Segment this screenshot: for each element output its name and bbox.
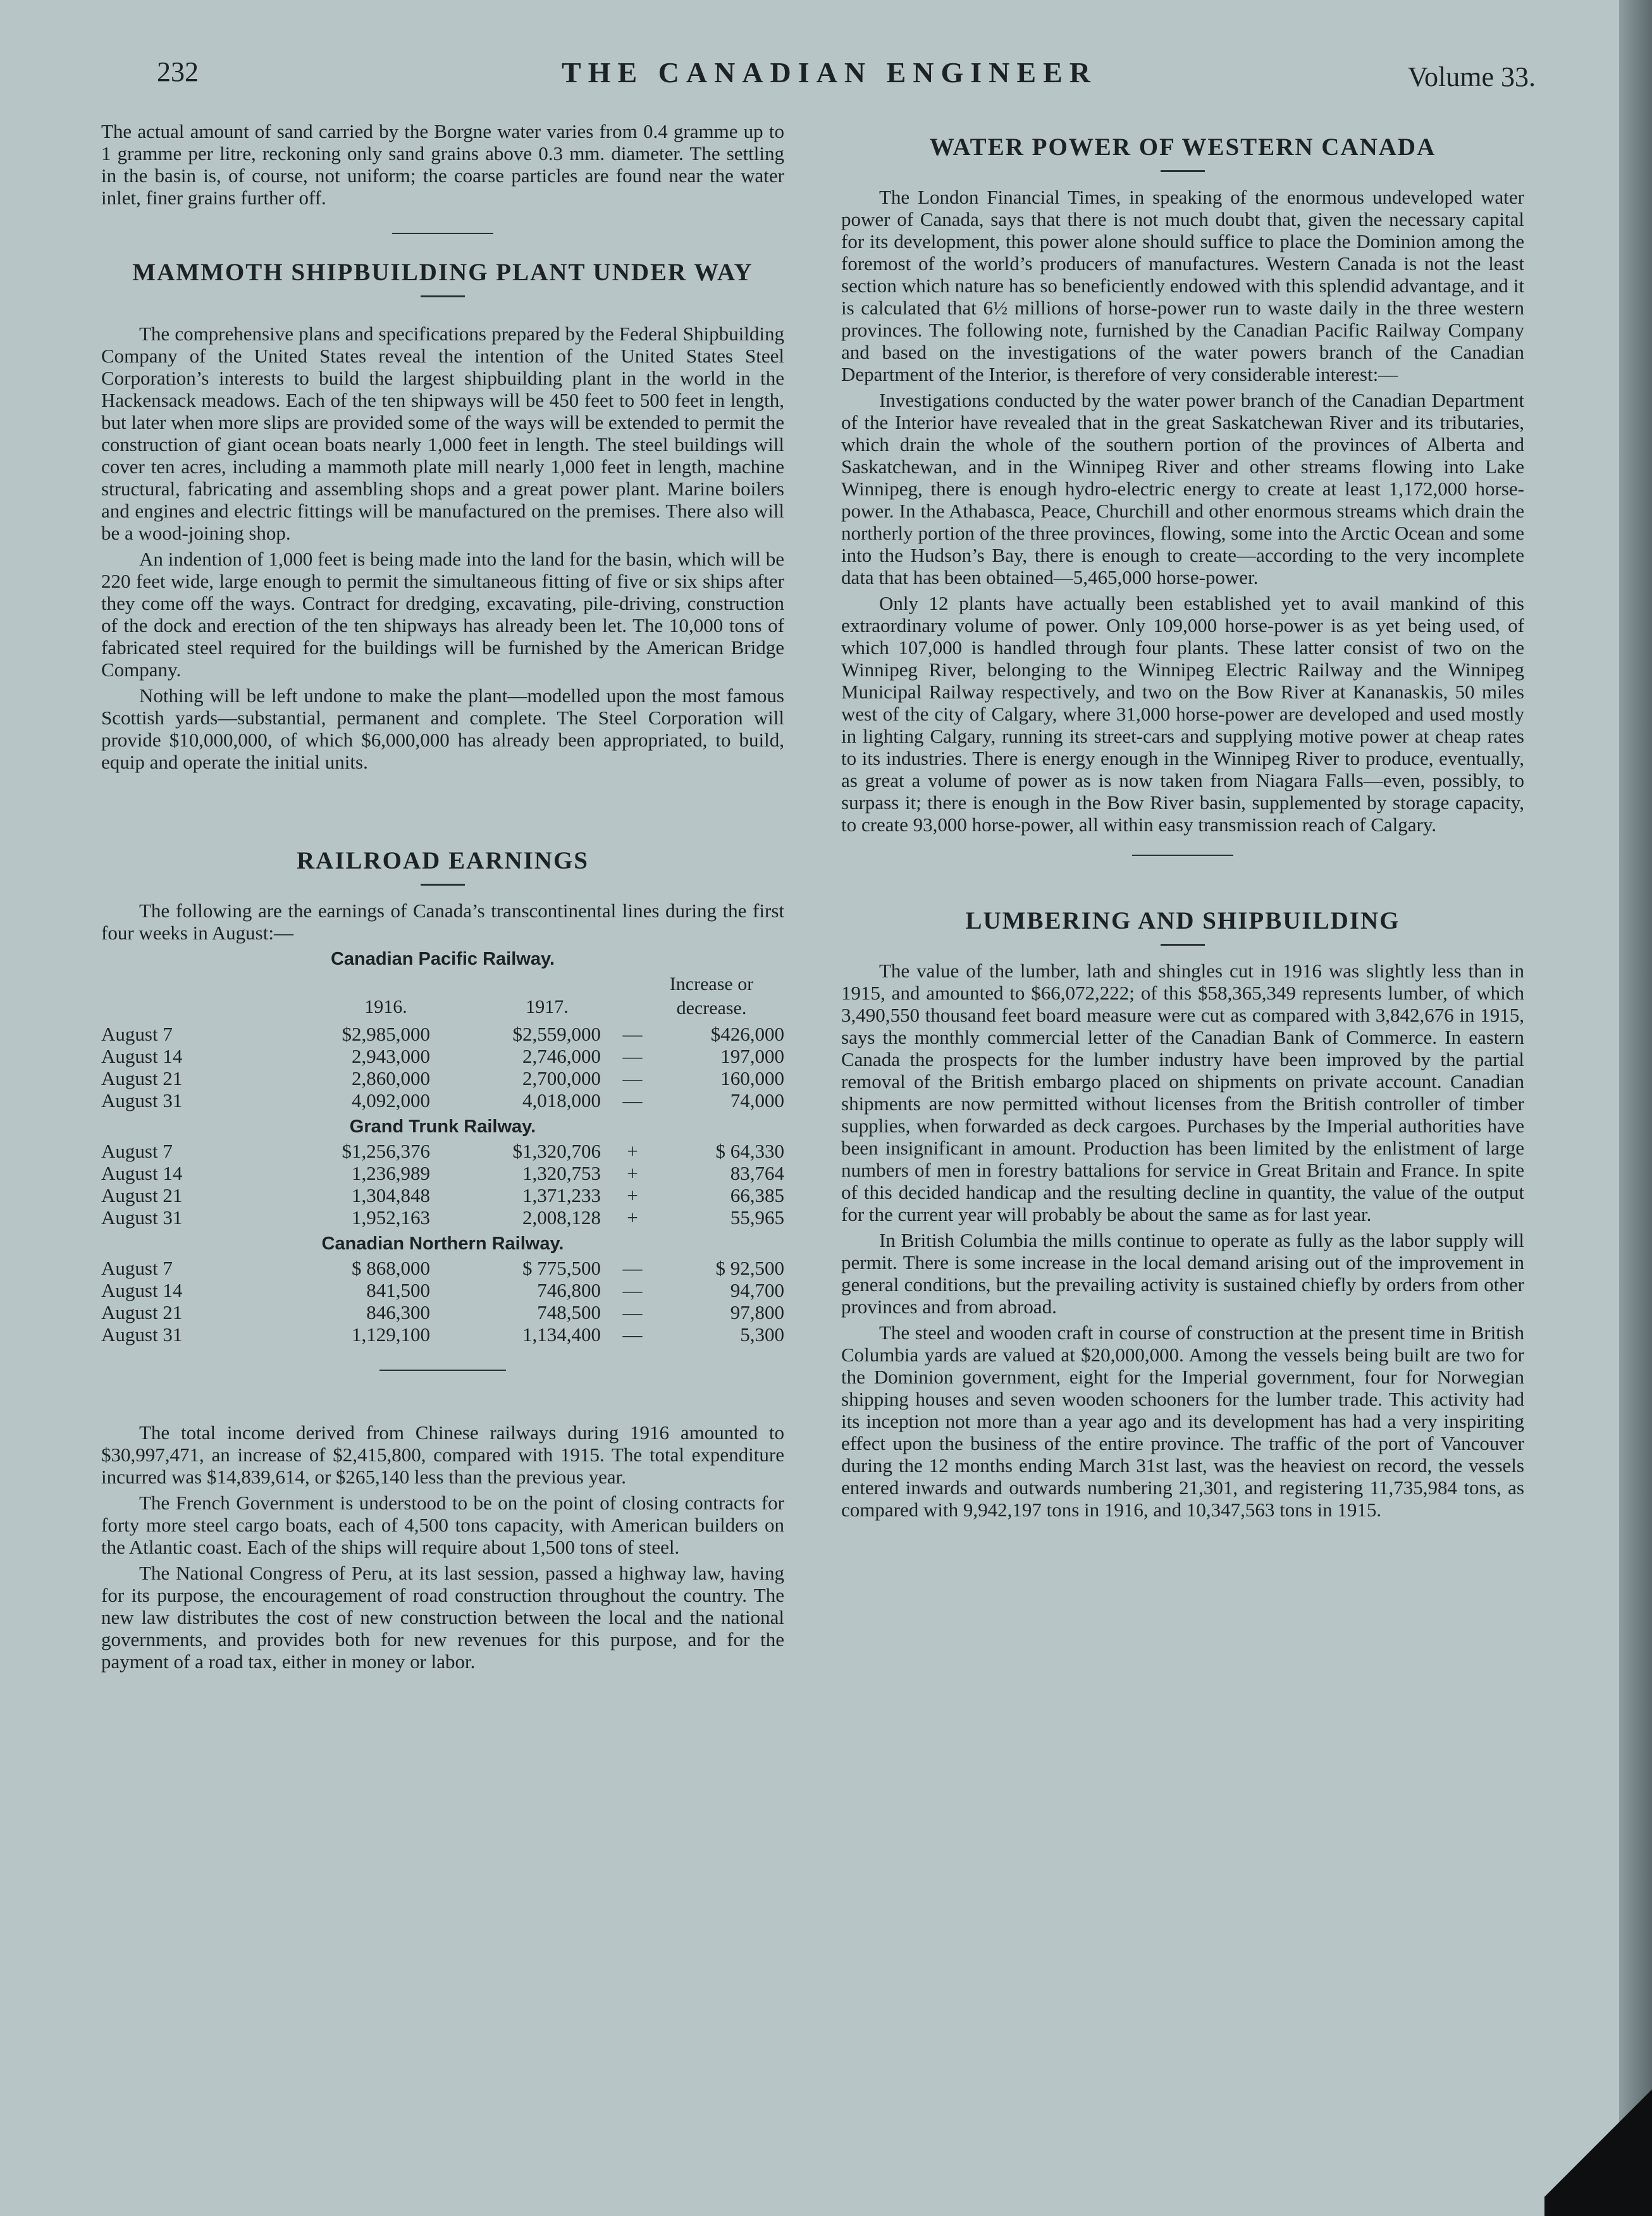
table-row (101, 1162, 784, 1184)
right-column (841, 120, 1524, 1525)
value-1916: 846,300 (366, 1301, 430, 1323)
change-sign: — (622, 1067, 643, 1089)
month-cell: August 14 (101, 1279, 183, 1301)
table-row (101, 1279, 784, 1301)
column-1916: 1916. (364, 996, 407, 1017)
change-sign: + (627, 1184, 638, 1206)
change-sign: — (622, 1089, 643, 1111)
value-1916: $1,256,376 (342, 1140, 430, 1162)
table-row (101, 1257, 784, 1279)
value-1917: 2,008,128 (522, 1206, 601, 1229)
change-sign: — (622, 1045, 643, 1067)
earnings-table-header (101, 972, 784, 1023)
column-change: Increase or decrease. (669, 974, 754, 1018)
change-value: 66,385 (730, 1184, 784, 1206)
news-paragraph: The total income derived from Chinese railways during 1916 amounted to $30,997,471, an increase of $2,415,800, compared with 1915. The total expenditure incurred was $14,839,614, or $265,140 less than the previous year. (101, 1421, 784, 1488)
sand-paragraph: The actual amount of sand carried by the Borgne water varies from 0.4 gramme up to 1 gramme per litre, reckoning only sand grains above 0.3 mm. diameter. The settling in the basin is, of course, not uniform; the coarse particles are found near the water inlet, finer grains further off. (101, 120, 784, 209)
value-1916: 2,943,000 (352, 1045, 430, 1067)
news-paragraph: The French Government is understood to be on the point of closing contracts for forty more steel cargo boats, each of 4,500 tons capacity, with American builders on the Atlantic coast. Each of the ships will require about 1,500 tons of steel. (101, 1492, 784, 1558)
railroad-intro: The following are the earnings of Canada’s transcontinental lines during the first four weeks in August:— (101, 900, 784, 944)
month-cell: August 21 (101, 1184, 183, 1206)
change-value: 55,965 (730, 1206, 784, 1229)
value-1917: $2,559,000 (512, 1023, 601, 1045)
article-paragraph: The London Financial Times, in speaking of the enormous undeveloped water power of Canada, says that there is not much doubt that, given the necessary capital for its development, this power alone should suffice to place the Dominion among the foremost of the world’s producers of manufactures. Western Canada is not the least section which nature has so beneficiently endowed with this splendid advantage, and it is calculated that 6½ millions of horse-power run to waste daily in the three western provinces. The following note, furnished by the Canadian Pacific Railway Company and based on the investigations of the water powers branch of the Canadian Department of the Interior, is therefore of very considerable interest:— (841, 186, 1524, 385)
article-paragraph: Only 12 plants have actually been established yet to avail mankind of this extraordinary volume of power. Only 109,000 horse-power is as yet being used, of which 107,000 is handled through four plants. These latter consist of two on the Winnipeg River, belonging to the Winnipeg Electric Railway and the Winnipeg Municipal Railway respectively, and two on the Bow River at Kananaskis, 50 miles west of the city of Calgary, where 31,000 horse-power are developed and used mostly in lighting Calgary, running its street-cars and supplying motive power at cheap rates to its industries. There is energy enough in the Winnipeg River to produce, eventually, as great a volume of power as is now taken from Niagara Falls—even, possibly, to surpass it; there is enough in the Bow River basin, supplemented by storage capacity, to create 93,000 horse-power, all within easy transmission reach of Calgary. (841, 592, 1524, 836)
change-sign: + (627, 1140, 638, 1162)
change-value: 94,700 (730, 1279, 784, 1301)
table-row (101, 1067, 784, 1089)
value-1917: 2,746,000 (522, 1045, 601, 1067)
left-column (101, 120, 784, 1676)
month-cell: August 21 (101, 1301, 183, 1323)
value-1917: 1,320,753 (522, 1162, 601, 1184)
lumbering-title: LUMBERING AND SHIPBUILDING (965, 907, 1400, 934)
article-paragraph: An indention of 1,000 feet is being made into the land for the basin, which will be 220 feet wide, large enough to permit the simultaneous fitting of five or six ships after they come off the ways. Contract for dredging, excavating, pile-driving, construction of the dock and erection of the ten shipways has already been let. The 10,000 tons of fabricated steel required for the buildings will be furnished by the American Bridge Company. (101, 548, 784, 681)
value-1917: $1,320,706 (512, 1140, 601, 1162)
table-row (101, 1184, 784, 1206)
table-row (101, 1301, 784, 1323)
journal-title: THE CANADIAN ENGINEER (562, 56, 1097, 89)
change-value: 197,000 (720, 1045, 784, 1067)
month-cell: August 31 (101, 1089, 183, 1111)
shipbuilding-title: MAMMOTH SHIPBUILDING PLANT UNDER WAY (132, 259, 753, 286)
value-1917: 746,800 (537, 1279, 601, 1301)
value-1917: 1,134,400 (522, 1323, 601, 1346)
value-1916: $2,985,000 (342, 1023, 430, 1045)
page-edge (1619, 0, 1652, 2216)
change-sign: — (622, 1301, 643, 1323)
month-cell: August 7 (101, 1023, 173, 1045)
value-1916: $ 868,000 (352, 1257, 430, 1279)
article-paragraph: In British Columbia the mills continue to operate as fully as the labor supply will permit. There is some increase in the local demand arising out of the improvement in general conditions, but the prevailing activity is sustained chiefly by orders from other provinces and from abroad. (841, 1229, 1524, 1318)
section-divider (392, 233, 493, 234)
value-1916: 1,304,848 (352, 1184, 430, 1206)
change-sign: — (622, 1257, 643, 1279)
change-sign: — (622, 1323, 643, 1346)
earnings-table (101, 1140, 784, 1229)
value-1916: 841,500 (366, 1279, 430, 1301)
month-cell: August 31 (101, 1323, 183, 1346)
title-rule (421, 295, 465, 297)
article-paragraph: The comprehensive plans and specifications prepared by the Federal Shipbuilding Company of the United States reveal the intention of the United States Steel Corporation’s interests to build the largest shipbuilding plant in the world in the Hackensack meadows. Each of the ten shipways will be 450 feet to 500 feet in length, but later when more slips are provided some of the ways will be extended to permit the construction of giant ocean boats nearly 1,000 feet in length. The steel buildings will cover ten acres, including a mammoth plate mill nearly 1,000 feet in length, machine structural, fabricating and assembling shops and a great power plant. Marine boilers and engines and electric fittings will be manufactured on the premises. There also will be a wood-joining shop. (101, 323, 784, 544)
title-rule (421, 884, 465, 886)
section-divider (379, 1370, 506, 1371)
change-sign: + (627, 1162, 638, 1184)
title-rule (1161, 944, 1205, 946)
page-corner-shadow (1544, 2071, 1652, 2216)
month-cell: August 31 (101, 1206, 183, 1229)
change-value: 83,764 (730, 1162, 784, 1184)
change-value: 5,300 (740, 1323, 784, 1346)
article-paragraph: Investigations conducted by the water power branch of the Canadian Department of the Interior have revealed that in the great Saskatchewan River and its tributaries, which drain the whole of the southern portion of the provinces of Alberta and Saskatchewan, and in the Winnipeg River and other streams flowing into Lake Winnipeg, there is enough hydro-electric energy to create at least 1,172,000 horse-power. In the Athabasca, Peace, Churchill and other enormous streams which drain the northerly portion of the three provinces, flowing, some into the Arctic Ocean and some into the Hudson’s Bay, there is enough to create—according to the very incomplete data that has been obtained—5,465,000 horse-power. (841, 389, 1524, 588)
value-1917: 2,700,000 (522, 1067, 601, 1089)
railroad-title: RAILROAD EARNINGS (297, 847, 589, 874)
month-cell: August 14 (101, 1162, 183, 1184)
change-sign: — (622, 1023, 643, 1045)
section-divider (1132, 855, 1233, 856)
title-rule (1161, 170, 1205, 172)
volume-label: Volume 33. (1407, 61, 1536, 92)
railway-name: Canadian Pacific Railway. (330, 949, 555, 969)
change-value: $ 92,500 (715, 1257, 784, 1279)
change-value: $ 64,330 (715, 1140, 784, 1162)
table-row (101, 1206, 784, 1229)
change-sign: + (627, 1206, 638, 1229)
article-paragraph: The value of the lumber, lath and shingles cut in 1916 was slightly less than in 1915, and amounted to $66,072,222; of this $58,365,349 represents lumber, of which 3,490,550 thousand feet board measure were cut as compared with 3,842,676 in 1915, says the monthly commercial letter of the Canadian Bank of Commerce. In eastern Canada the prospects for the lumber industry have been improved by the partial removal of the British embargo placed on shipments on private account. Canadian shipments are now permitted without licenses from the British controller of timber supplies, when forwarded as deck cargoes. Purchases by the Imperial authorities have been insignificant in amount. Production has been limited by the enlistment of large numbers of men in forestry battalions for service in Great Britain and France. In spite of this decided handicap and the resulting decline in quantity, the value of the output for the current year will probably be about the same as for last year. (841, 960, 1524, 1225)
table-row (101, 1089, 784, 1111)
article-paragraph: Nothing will be left undone to make the plant—modelled upon the most famous Scottish yards—substantial, permanent and complete. The Steel Corporation will provide $10,000,000, of which $6,000,000 has already been appropriated, to build, equip and operate the initial units. (101, 684, 784, 773)
value-1916: 4,092,000 (352, 1089, 430, 1111)
value-1916: 1,952,163 (352, 1206, 430, 1229)
change-value: $426,000 (710, 1023, 784, 1045)
value-1916: 2,860,000 (352, 1067, 430, 1089)
value-1916: 1,236,989 (352, 1162, 430, 1184)
month-cell: August 21 (101, 1067, 183, 1089)
article-paragraph: The steel and wooden craft in course of construction at the present time in British Columbia yards are valued at $20,000,000. Among the vessels being built are two for the Dominion government, eight for the Imperial government, four for Norwegian shipping houses and seven wooden schooners for the lumber trade. This activity had its inception not more than a year ago and its development has had a very inspiriting effect upon the business of the entire province. The traffic of the port of Vancouver during the 12 months ending March 31st last, was the heaviest on record, the vessels entered inwards and outwards numbering 21,301, and registering 11,735,984 tons, as compared with 9,942,197 tons in 1916, and 10,347,563 tons in 1915. (841, 1322, 1524, 1521)
earnings-table (101, 1023, 784, 1111)
table-row (101, 1323, 784, 1346)
value-1916: 1,129,100 (352, 1323, 430, 1346)
column-1917: 1917. (526, 996, 569, 1017)
value-1917: 1,371,233 (522, 1184, 601, 1206)
earnings-table (101, 1257, 784, 1346)
change-value: 97,800 (730, 1301, 784, 1323)
value-1917: 748,500 (537, 1301, 601, 1323)
table-row (101, 1140, 784, 1162)
page-number: 232 (157, 56, 199, 87)
month-cell: August 7 (101, 1257, 173, 1279)
month-cell: August 14 (101, 1045, 183, 1067)
railway-name: Grand Trunk Railway. (349, 1117, 536, 1137)
news-paragraph: The National Congress of Peru, at its last session, passed a highway law, having for its purpose, the encouragement of road construction throughout the country. The new law distributes the cost of new construction between the local and the national governments, and provides both for new revenues for this purpose, and for the payment of a road tax, either in money or labor. (101, 1562, 784, 1673)
table-row (101, 1045, 784, 1067)
water-power-title: WATER POWER OF WESTERN CANADA (929, 133, 1436, 161)
railway-name: Canadian Northern Railway. (321, 1234, 564, 1254)
value-1917: $ 775,500 (522, 1257, 601, 1279)
change-value: 160,000 (720, 1067, 784, 1089)
table-row (101, 1023, 784, 1045)
running-header (157, 56, 1536, 94)
month-cell: August 7 (101, 1140, 173, 1162)
change-value: 74,000 (730, 1089, 784, 1111)
value-1917: 4,018,000 (522, 1089, 601, 1111)
change-sign: — (622, 1279, 643, 1301)
